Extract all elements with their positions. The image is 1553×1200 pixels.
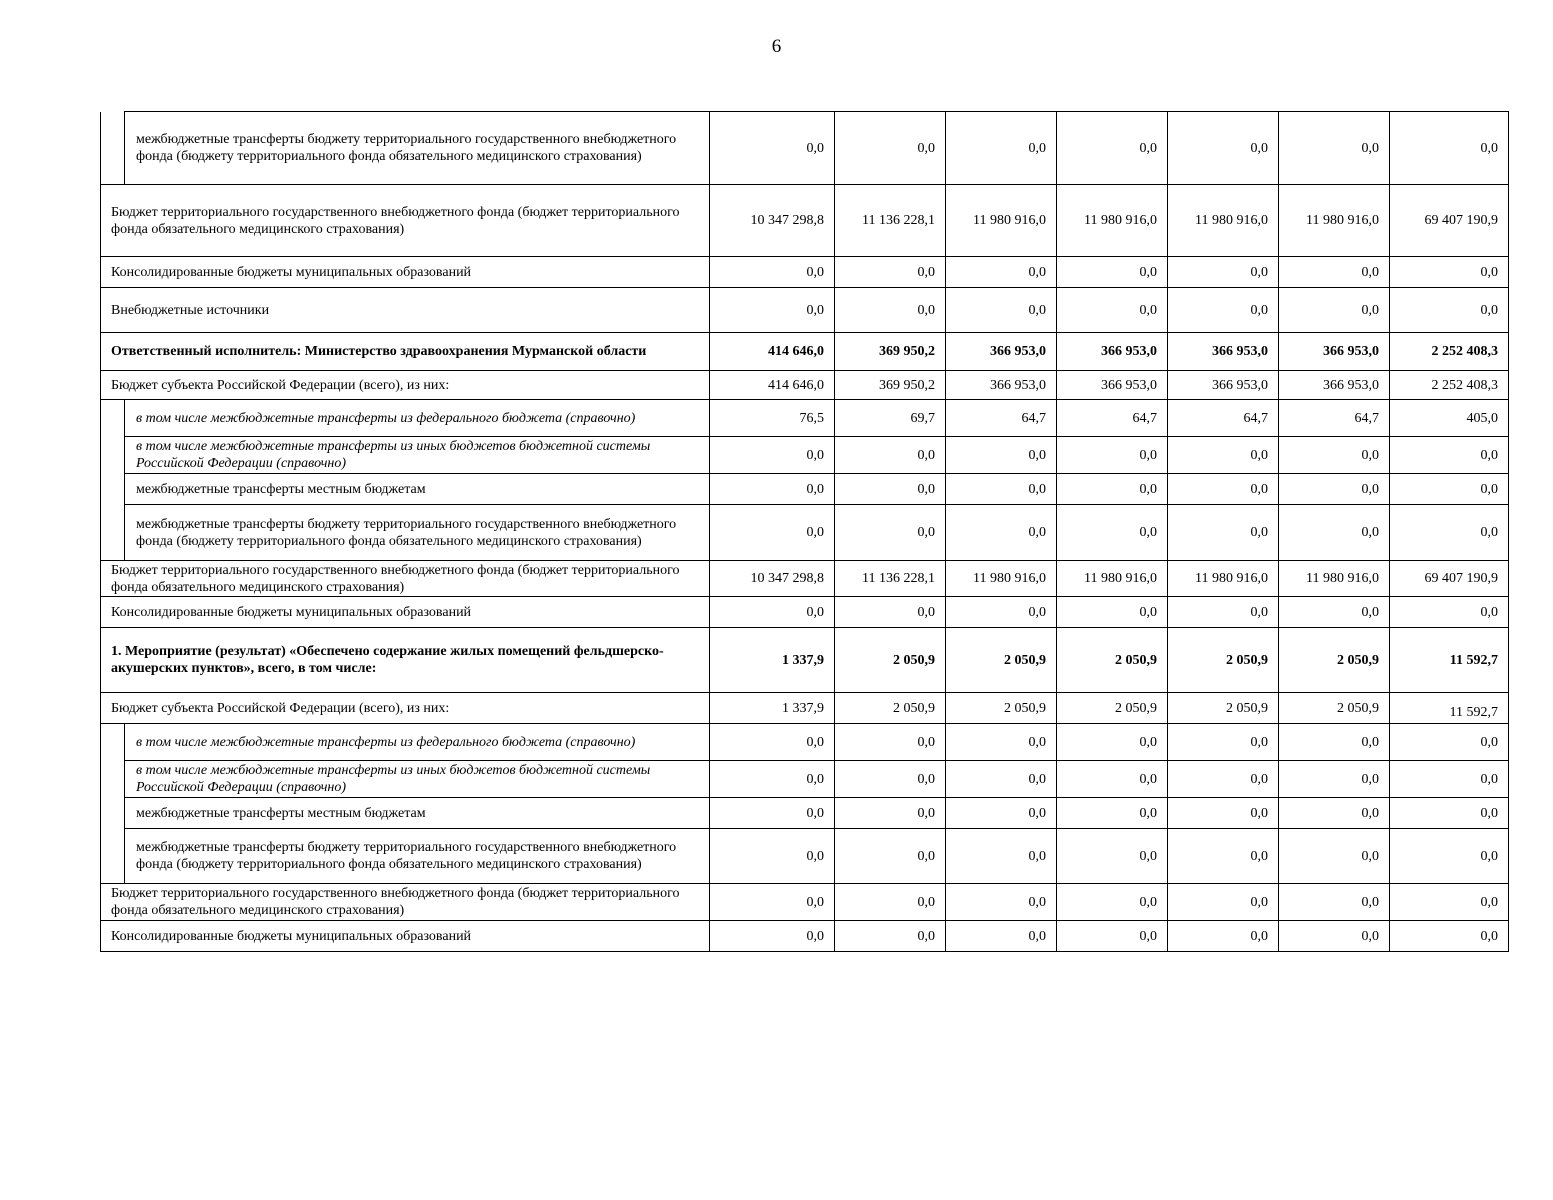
value-cell: 0,0 (946, 474, 1057, 505)
value-cell: 0,0 (946, 505, 1057, 561)
value-cell: 0,0 (835, 474, 946, 505)
value-cell: 0,0 (1168, 829, 1279, 884)
value-cell: 0,0 (835, 257, 946, 288)
table-row (101, 371, 1509, 400)
value-cell: 0,0 (1279, 112, 1390, 185)
value-cell: 0,0 (946, 597, 1057, 628)
value-cell: 0,0 (835, 112, 946, 185)
value-cell: 0,0 (1279, 724, 1390, 761)
value-cell: 0,0 (835, 761, 946, 798)
table-row (101, 884, 1509, 921)
value-cell: 0,0 (1390, 257, 1509, 288)
value-cell: 0,0 (1390, 798, 1509, 829)
value-cell: 11 136 228,1 (835, 185, 946, 257)
row-label: межбюджетные трансферты бюджету территориального государственного внебюджетного фонда (бюджету территориального фонда обязательного медицинского страхования) (125, 829, 710, 884)
value-cell: 0,0 (1168, 597, 1279, 628)
value-cell: 10 347 298,8 (710, 561, 835, 597)
value-cell: 0,0 (1168, 112, 1279, 185)
table-row (101, 798, 1509, 829)
indent-gutter (101, 798, 125, 829)
indent-gutter (101, 437, 125, 474)
value-cell: 0,0 (1057, 761, 1168, 798)
value-cell: 0,0 (1168, 761, 1279, 798)
value-cell: 0,0 (1057, 112, 1168, 185)
value-cell: 0,0 (946, 829, 1057, 884)
row-label: Консолидированные бюджеты муниципальных образований (101, 257, 710, 288)
table-row (101, 185, 1509, 257)
value-cell: 0,0 (1168, 437, 1279, 474)
value-cell: 2 050,9 (946, 628, 1057, 693)
value-cell: 0,0 (946, 761, 1057, 798)
value-cell: 11 980 916,0 (1057, 185, 1168, 257)
value-cell: 2 050,9 (1057, 628, 1168, 693)
value-cell: 366 953,0 (1168, 371, 1279, 400)
value-cell: 0,0 (1057, 597, 1168, 628)
row-label: в том числе межбюджетные трансферты из иных бюджетов бюджетной системы Российской Федерации (справочно) (125, 761, 710, 798)
value-cell: 0,0 (710, 921, 835, 952)
indent-gutter (101, 400, 125, 437)
value-cell: 0,0 (1390, 597, 1509, 628)
value-cell: 0,0 (1057, 884, 1168, 921)
table-row (101, 112, 1509, 185)
row-label: 1. Мероприятие (результат) «Обеспечено содержание жилых помещений фельдшерско-акушерских пунктов», всего, в том числе: (101, 628, 710, 693)
row-label: Внебюджетные источники (101, 288, 710, 333)
value-cell: 0,0 (835, 437, 946, 474)
value-cell: 0,0 (1057, 921, 1168, 952)
value-cell: 0,0 (1390, 505, 1509, 561)
value-cell: 2 252 408,3 (1390, 333, 1509, 371)
value-cell: 11 980 916,0 (1057, 561, 1168, 597)
value-cell: 369 950,2 (835, 371, 946, 400)
value-cell: 0,0 (710, 798, 835, 829)
value-cell: 0,0 (1390, 437, 1509, 474)
value-cell: 0,0 (835, 884, 946, 921)
table-row (101, 505, 1509, 561)
value-cell: 0,0 (710, 288, 835, 333)
value-cell: 0,0 (946, 257, 1057, 288)
table-row (101, 474, 1509, 505)
value-cell: 0,0 (1057, 474, 1168, 505)
value-cell: 0,0 (835, 288, 946, 333)
value-cell: 69 407 190,9 (1390, 561, 1509, 597)
value-cell: 0,0 (710, 505, 835, 561)
value-cell: 0,0 (1168, 884, 1279, 921)
value-cell: 0,0 (1168, 724, 1279, 761)
value-cell: 0,0 (946, 288, 1057, 333)
table-row (101, 561, 1509, 597)
value-cell: 0,0 (1279, 884, 1390, 921)
value-cell: 0,0 (946, 437, 1057, 474)
indent-gutter (101, 761, 125, 798)
value-cell: 11 136 228,1 (835, 561, 946, 597)
value-cell: 2 050,9 (1279, 693, 1390, 724)
table-row (101, 597, 1509, 628)
row-label: Бюджет территориального государственного внебюджетного фонда (бюджет территориального фонда обязательного медицинского страхования) (101, 884, 710, 921)
value-cell: 2 050,9 (946, 693, 1057, 724)
table-row (101, 761, 1509, 798)
value-cell: 0,0 (1279, 798, 1390, 829)
value-cell: 366 953,0 (1168, 333, 1279, 371)
row-label: Бюджет территориального государственного внебюджетного фонда (бюджет территориального фонда обязательного медицинского страхования) (101, 561, 710, 597)
table-row (101, 921, 1509, 952)
value-cell: 64,7 (1279, 400, 1390, 437)
value-cell: 0,0 (946, 798, 1057, 829)
value-cell: 0,0 (1279, 257, 1390, 288)
value-cell: 69,7 (835, 400, 946, 437)
value-cell: 0,0 (835, 724, 946, 761)
value-cell: 0,0 (710, 112, 835, 185)
value-cell: 0,0 (1279, 437, 1390, 474)
table-row (101, 333, 1509, 371)
value-cell: 0,0 (835, 597, 946, 628)
value-cell: 11 980 916,0 (1279, 185, 1390, 257)
value-cell: 69 407 190,9 (1390, 185, 1509, 257)
value-cell: 0,0 (1168, 474, 1279, 505)
row-label: межбюджетные трансферты местным бюджетам (125, 798, 710, 829)
value-cell: 11 592,7 (1390, 693, 1509, 724)
value-cell: 0,0 (1390, 474, 1509, 505)
value-cell: 11 980 916,0 (1279, 561, 1390, 597)
value-cell: 1 337,9 (710, 693, 835, 724)
value-cell: 0,0 (710, 884, 835, 921)
row-label: в том числе межбюджетные трансферты из федерального бюджета (справочно) (125, 400, 710, 437)
value-cell: 0,0 (710, 474, 835, 505)
table-row (101, 628, 1509, 693)
row-label: межбюджетные трансферты местным бюджетам (125, 474, 710, 505)
value-cell: 64,7 (1057, 400, 1168, 437)
value-cell: 405,0 (1390, 400, 1509, 437)
value-cell: 366 953,0 (946, 333, 1057, 371)
value-cell: 1 337,9 (710, 628, 835, 693)
value-cell: 366 953,0 (1279, 333, 1390, 371)
row-label: Ответственный исполнитель: Министерство здравоохранения Мурманской области (101, 333, 710, 371)
row-label: Консолидированные бюджеты муниципальных образований (101, 597, 710, 628)
value-cell: 0,0 (1390, 921, 1509, 952)
value-cell: 2 050,9 (835, 693, 946, 724)
value-cell: 0,0 (710, 761, 835, 798)
value-cell: 0,0 (1168, 798, 1279, 829)
value-cell: 0,0 (1279, 288, 1390, 333)
value-cell: 0,0 (1390, 724, 1509, 761)
table-row (101, 400, 1509, 437)
value-cell: 0,0 (1057, 437, 1168, 474)
value-cell: 0,0 (946, 921, 1057, 952)
value-cell: 0,0 (710, 437, 835, 474)
indent-gutter (101, 505, 125, 561)
row-label: Бюджет субъекта Российской Федерации (всего), из них: (101, 371, 710, 400)
value-cell: 0,0 (1168, 257, 1279, 288)
table-row (101, 693, 1509, 724)
value-cell: 11 980 916,0 (1168, 185, 1279, 257)
value-cell: 0,0 (1390, 829, 1509, 884)
table-row (101, 437, 1509, 474)
indent-gutter (101, 474, 125, 505)
value-cell: 414 646,0 (710, 371, 835, 400)
page-number: 6 (771, 36, 782, 57)
value-cell: 2 050,9 (1057, 693, 1168, 724)
value-cell: 0,0 (946, 724, 1057, 761)
value-cell: 0,0 (835, 921, 946, 952)
value-cell: 0,0 (1279, 921, 1390, 952)
value-cell: 0,0 (1279, 829, 1390, 884)
value-cell: 0,0 (1057, 724, 1168, 761)
table-row (101, 257, 1509, 288)
row-label: в том числе межбюджетные трансферты из иных бюджетов бюджетной системы Российской Федерации (справочно) (125, 437, 710, 474)
value-cell: 366 953,0 (1057, 371, 1168, 400)
value-cell: 64,7 (1168, 400, 1279, 437)
value-cell: 64,7 (946, 400, 1057, 437)
value-cell: 2 050,9 (835, 628, 946, 693)
value-cell: 2 050,9 (1168, 628, 1279, 693)
row-label: межбюджетные трансферты бюджету территориального государственного внебюджетного фонда (бюджету территориального фонда обязательного медицинского страхования) (125, 112, 710, 185)
value-cell: 0,0 (710, 724, 835, 761)
value-cell: 0,0 (1279, 505, 1390, 561)
value-cell: 369 950,2 (835, 333, 946, 371)
value-cell: 0,0 (835, 505, 946, 561)
value-cell: 0,0 (1057, 505, 1168, 561)
value-cell: 11 592,7 (1390, 628, 1509, 693)
row-label: Консолидированные бюджеты муниципальных образований (101, 921, 710, 952)
value-cell: 0,0 (946, 112, 1057, 185)
value-cell: 0,0 (1057, 798, 1168, 829)
value-cell: 0,0 (1057, 829, 1168, 884)
value-cell: 366 953,0 (1057, 333, 1168, 371)
value-cell: 2 050,9 (1279, 628, 1390, 693)
value-cell: 414 646,0 (710, 333, 835, 371)
indent-gutter (101, 724, 125, 761)
row-label: межбюджетные трансферты бюджету территориального государственного внебюджетного фонда (бюджету территориального фонда обязательного медицинского страхования) (125, 505, 710, 561)
value-cell: 0,0 (1279, 597, 1390, 628)
value-cell: 0,0 (946, 884, 1057, 921)
value-cell: 0,0 (835, 829, 946, 884)
value-cell: 0,0 (710, 829, 835, 884)
value-cell: 0,0 (710, 257, 835, 288)
value-cell: 0,0 (1390, 112, 1509, 185)
value-cell: 76,5 (710, 400, 835, 437)
table-row (101, 829, 1509, 884)
row-label: в том числе межбюджетные трансферты из федерального бюджета (справочно) (125, 724, 710, 761)
value-cell: 0,0 (1057, 257, 1168, 288)
indent-gutter (101, 829, 125, 884)
value-cell: 0,0 (835, 798, 946, 829)
table-row (101, 288, 1509, 333)
value-cell: 11 980 916,0 (1168, 561, 1279, 597)
value-cell: 366 953,0 (946, 371, 1057, 400)
budget-table (100, 111, 1509, 952)
value-cell: 2 252 408,3 (1390, 371, 1509, 400)
value-cell: 0,0 (710, 597, 835, 628)
value-cell: 2 050,9 (1168, 693, 1279, 724)
value-cell: 10 347 298,8 (710, 185, 835, 257)
value-cell: 0,0 (1279, 474, 1390, 505)
indent-gutter (101, 112, 125, 185)
value-cell: 0,0 (1168, 288, 1279, 333)
value-cell: 0,0 (1390, 288, 1509, 333)
row-label: Бюджет субъекта Российской Федерации (всего), из них: (101, 693, 710, 724)
value-cell: 0,0 (1168, 505, 1279, 561)
value-cell: 0,0 (1390, 884, 1509, 921)
row-label: Бюджет территориального государственного внебюджетного фонда (бюджет территориального фонда обязательного медицинского страхования) (101, 185, 710, 257)
value-cell: 0,0 (1168, 921, 1279, 952)
value-cell: 0,0 (1390, 761, 1509, 798)
value-cell: 0,0 (1057, 288, 1168, 333)
value-cell: 11 980 916,0 (946, 185, 1057, 257)
table-row (101, 724, 1509, 761)
value-cell: 366 953,0 (1279, 371, 1390, 400)
value-cell: 11 980 916,0 (946, 561, 1057, 597)
value-cell: 0,0 (1279, 761, 1390, 798)
